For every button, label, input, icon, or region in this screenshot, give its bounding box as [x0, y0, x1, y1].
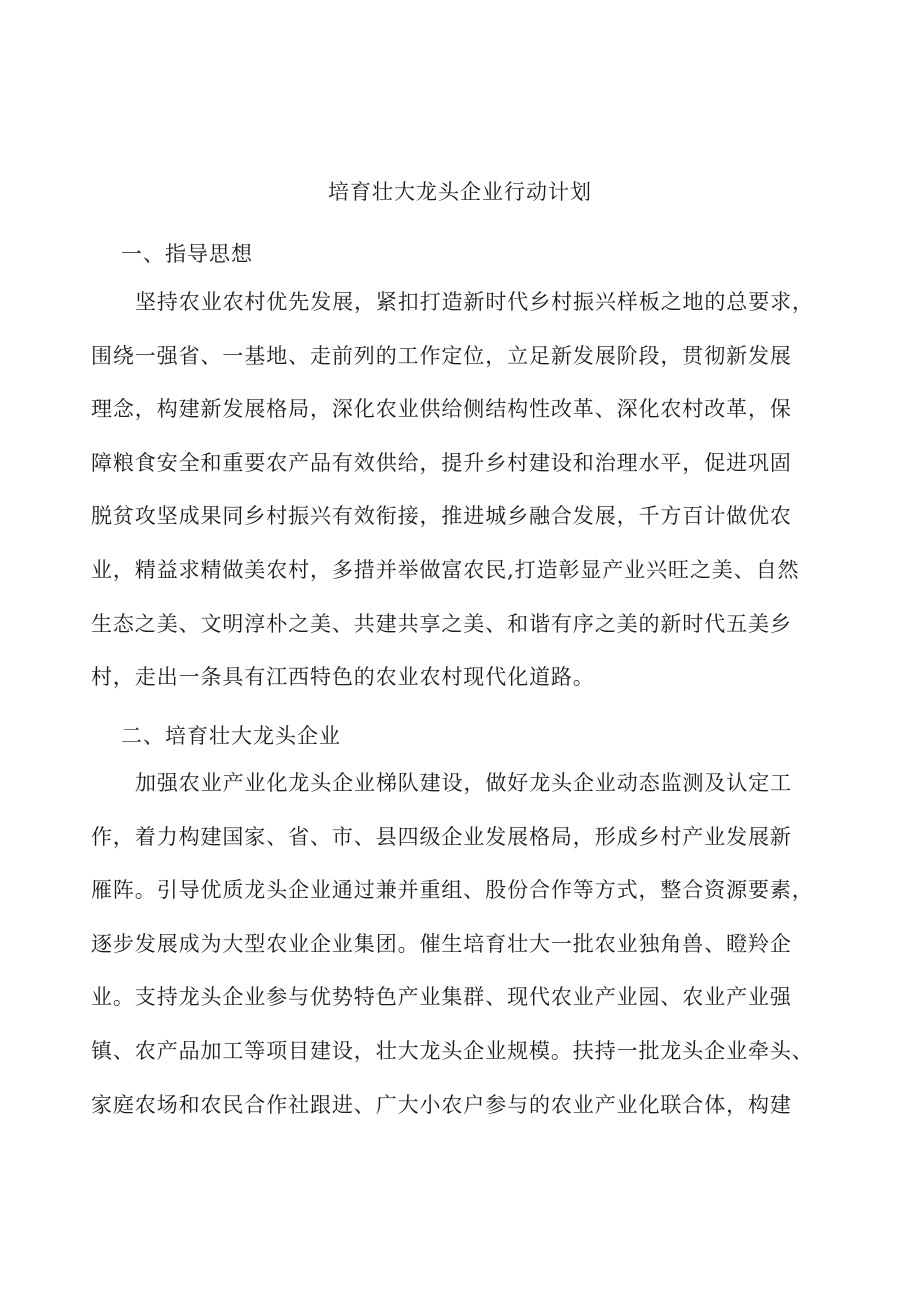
- paragraph-line: 脱贫攻坚成果同乡村振兴有效衔接，推进城乡融合发展，千方百计做优农: [91, 504, 792, 529]
- paragraph-line: 障粮食安全和重要农产品有效供给，提升乡村建设和治理水平，促进巩固: [91, 450, 792, 475]
- paragraph-line: 围绕一强省、一基地、走前列的工作定位，立足新发展阶段，贯彻新发展: [91, 343, 792, 368]
- paragraph-line: 坚持农业农村优先发展，紧扣打造新时代乡村振兴样板之地的总要求，: [135, 290, 814, 314]
- paragraph-line: 作，着力构建国家、省、市、县四级企业发展格局，形成乡村产业发展新: [91, 824, 792, 849]
- paragraph-line: 逐步发展成为大型农业企业集团。催生培育壮大一批农业独角兽、瞪羚企: [91, 931, 792, 956]
- section-heading-cultivate-enterprises: 二、培育壮大龙头企业: [121, 724, 341, 748]
- section-heading-guiding-ideology: 一、指导思想: [121, 242, 253, 266]
- paragraph-line: 村，走出一条具有江西特色的农业农村现代化道路。: [91, 665, 595, 690]
- paragraph-line: 加强农业产业化龙头企业梯队建设，做好龙头企业动态监测及认定工: [135, 771, 792, 795]
- paragraph-line: 镇、农产品加工等项目建设，壮大龙头企业规模。扶持一批龙头企业牵头、: [91, 1038, 814, 1063]
- paragraph-line: 理念，构建新发展格局，深化农业供给侧结构性改革、深化农村改革，保: [91, 397, 792, 422]
- section-paragraph-guiding-ideology: [91, 276, 861, 705]
- document-title: 培育壮大龙头企业行动计划: [328, 180, 592, 204]
- paragraph-line: 家庭农场和农民合作社跟进、广大小农户参与的农业产业化联合体，构建: [91, 1092, 792, 1117]
- paragraph-line: 业，精益求精做美农村，多措并举做富农民,打造彰显产业兴旺之美、自然: [91, 557, 800, 582]
- section-paragraph-cultivate-enterprises: [91, 757, 861, 1132]
- paragraph-line: 生态之美、文明淳朴之美、共建共享之美、和谐有序之美的新时代五美乡: [91, 611, 792, 636]
- paragraph-line: 业。支持龙头企业参与优势特色产业集群、现代农业产业园、农业产业强: [91, 985, 792, 1010]
- paragraph-line: 雁阵。引导优质龙头企业通过兼并重组、股份合作等方式，整合资源要素，: [91, 878, 814, 903]
